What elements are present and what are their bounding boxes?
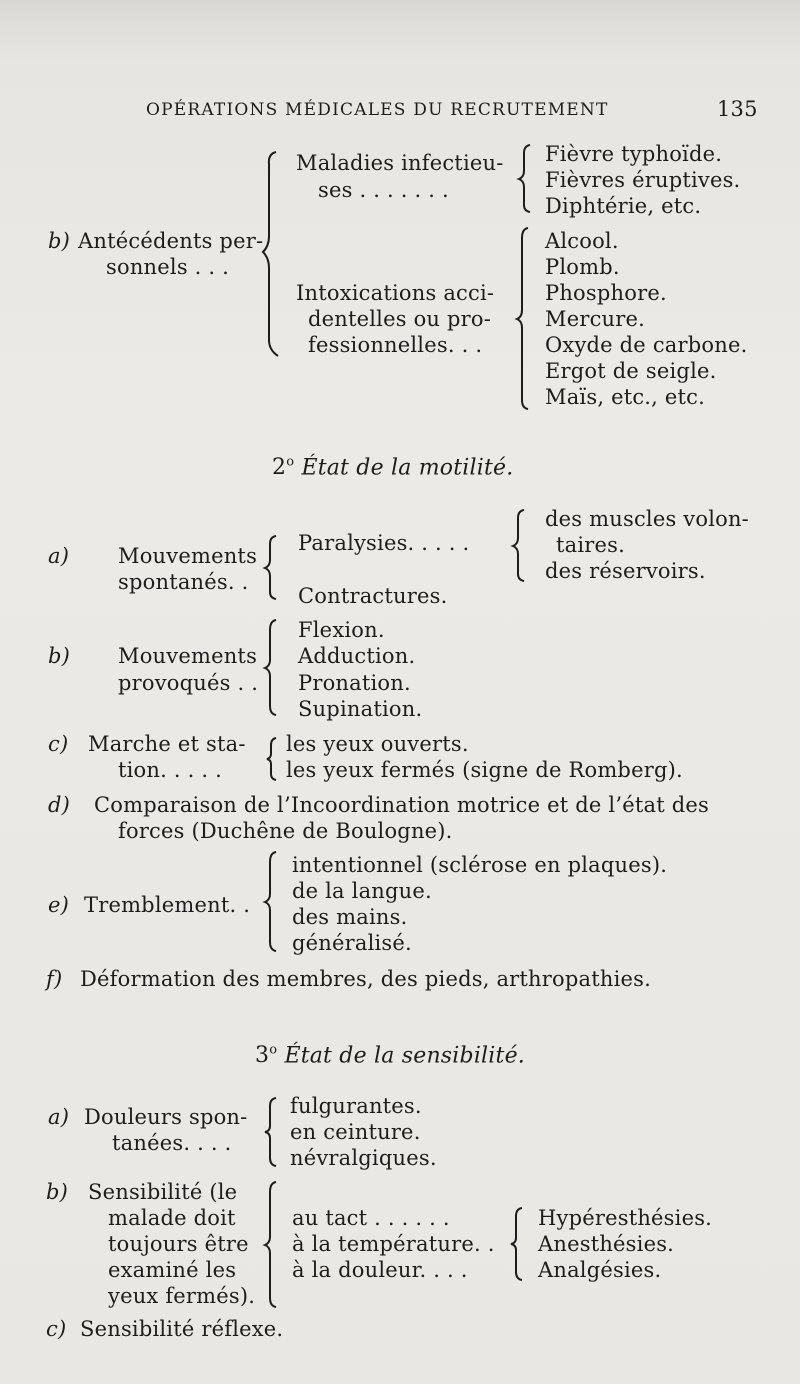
brace-antecedents [262,150,284,360]
brace-intoxications [516,226,534,410]
motility-c-marker: c) [48,732,69,756]
intox-label-line1: Intoxications acci- [296,281,495,305]
contractures-label: Contractures. [298,584,448,608]
motility-a-line1: Mouvements [118,544,258,568]
sensibility-c-text: Sensibilité réflexe. [80,1317,284,1341]
sensibility-b-marker: b) [46,1180,69,1204]
motility-b-item-4: Supination. [298,697,423,721]
sensibility-b-mid-1: au tact . . . . . . [292,1206,450,1230]
intox-item-4: Mercure. [545,307,645,331]
sensibility-a-item-3: névralgiques. [290,1146,437,1170]
brace-paralysies [512,508,530,582]
motility-d-line1: Comparaison de l’Incoordination motrice et de l’état des [94,793,709,817]
antecedents-marker: b) [48,229,71,253]
infectious-item-1: Fièvre typhoïde. [545,142,723,166]
sensibility-b-label-4: examiné les [108,1258,237,1282]
brace-motility-b [264,618,282,716]
sensibility-b-mid-3: à la douleur. . . . [292,1258,468,1282]
brace-sensibility-b [264,1180,282,1310]
brace-infectious [518,143,536,213]
section-sensibility-number: 3$^o$ [255,1043,278,1069]
intox-item-5: Oxyde de carbone. [545,333,748,357]
sensibility-a-marker: a) [48,1105,70,1129]
motility-f-marker: f) [46,967,63,991]
intox-item-1: Alcool. [545,229,619,253]
intox-item-7: Maïs, etc., etc. [545,385,706,409]
tremblement-item-3: des mains. [292,905,408,929]
paralysies-detail-line3: des réservoirs. [545,559,706,583]
sensibility-b-right-2: Anesthésies. [538,1232,675,1256]
tremblement-item-2: de la langue. [292,879,432,903]
sensibility-b-label-3: toujours être [108,1232,249,1256]
infectious-label-line2: ses . . . . . . . [318,178,449,202]
section-motility-number: 2$^o$ [272,455,295,481]
infectious-item-2: Fièvres éruptives. [545,168,741,192]
paralysies-detail-line1: des muscles volon- [545,507,749,531]
paralysies-label: Paralysies. . . . . [298,531,470,555]
antecedents-label-line1: Antécédents per- [78,229,264,253]
motility-a-line2: spontanés. . [118,570,249,594]
motility-e-marker: e) [48,893,70,917]
brace-motility-a [264,534,280,600]
sensibility-b-label-1: Sensibilité (le [88,1180,238,1204]
motility-c-item-1: les yeux ouverts. [286,732,469,756]
brace-sensibility-a [264,1096,280,1168]
motility-b-marker: b) [48,644,71,668]
motility-b-item-2: Adduction. [298,644,416,668]
sensibility-b-right-3: Analgésies. [538,1258,662,1282]
sensibility-b-mid-2: à la température. . [292,1232,495,1256]
sensibility-b-right-1: Hypéresthésies. [538,1206,713,1230]
page-number: 135 [717,97,758,121]
intox-label-line2: dentelles ou pro- [308,307,492,331]
section-motility-heading [272,450,513,481]
motility-c-line2: tion. . . . . [118,758,223,782]
motility-e-label: Tremblement. . [84,893,251,917]
sensibility-a-line1: Douleurs spon- [84,1105,248,1129]
infectious-label-line1: Maladies infectieu- [296,151,504,175]
antecedents-label-line2: sonnels . . . [106,255,230,279]
motility-b-line2: provoqués . . [118,671,259,695]
motility-b-item-3: Pronation. [298,671,411,695]
paralysies-detail-line2: taires. [556,533,625,557]
brace-motility-c [266,736,280,782]
sensibility-c-marker: c) [46,1317,67,1341]
sensibility-b-label-5: yeux fermés). [108,1284,256,1308]
sensibility-b-label-2: malade doit [108,1206,236,1230]
section-sensibility-title: État de la sensibilité. [284,1043,525,1069]
motility-c-item-2: les yeux fermés (signe de Romberg). [286,758,683,782]
intox-item-6: Ergot de seigle. [545,359,717,383]
motility-d-marker: d) [48,793,71,817]
tremblement-item-1: intentionnel (sclérose en plaques). [292,853,668,877]
sensibility-a-item-2: en ceinture. [290,1120,421,1144]
sensibility-a-line2: tanées. . . . [112,1131,232,1155]
motility-b-line1: Mouvements [118,644,258,668]
intox-item-2: Plomb. [545,255,620,279]
motility-d-line2: forces (Duchêne de Boulogne). [118,819,453,843]
intox-label-line3: fessionnelles. . . [308,333,483,357]
section-sensibility-heading [255,1038,525,1069]
sensibility-a-item-1: fulgurantes. [290,1094,422,1118]
intox-item-3: Phosphore. [545,281,667,305]
running-title: OPÉRATIONS MÉDICALES DU RECRUTEMENT [146,100,609,120]
motility-b-item-1: Flexion. [298,618,385,642]
motility-a-marker: a) [48,544,70,568]
brace-tremblement [264,850,282,954]
brace-sensibility-b-right [510,1206,528,1282]
section-motility-title: État de la motilité. [301,455,514,481]
motility-f-text: Déformation des membres, des pieds, arthropathies. [80,967,651,991]
infectious-item-3: Diphtérie, etc. [545,194,702,218]
tremblement-item-4: généralisé. [292,931,412,955]
motility-c-line1: Marche et sta- [88,732,246,756]
